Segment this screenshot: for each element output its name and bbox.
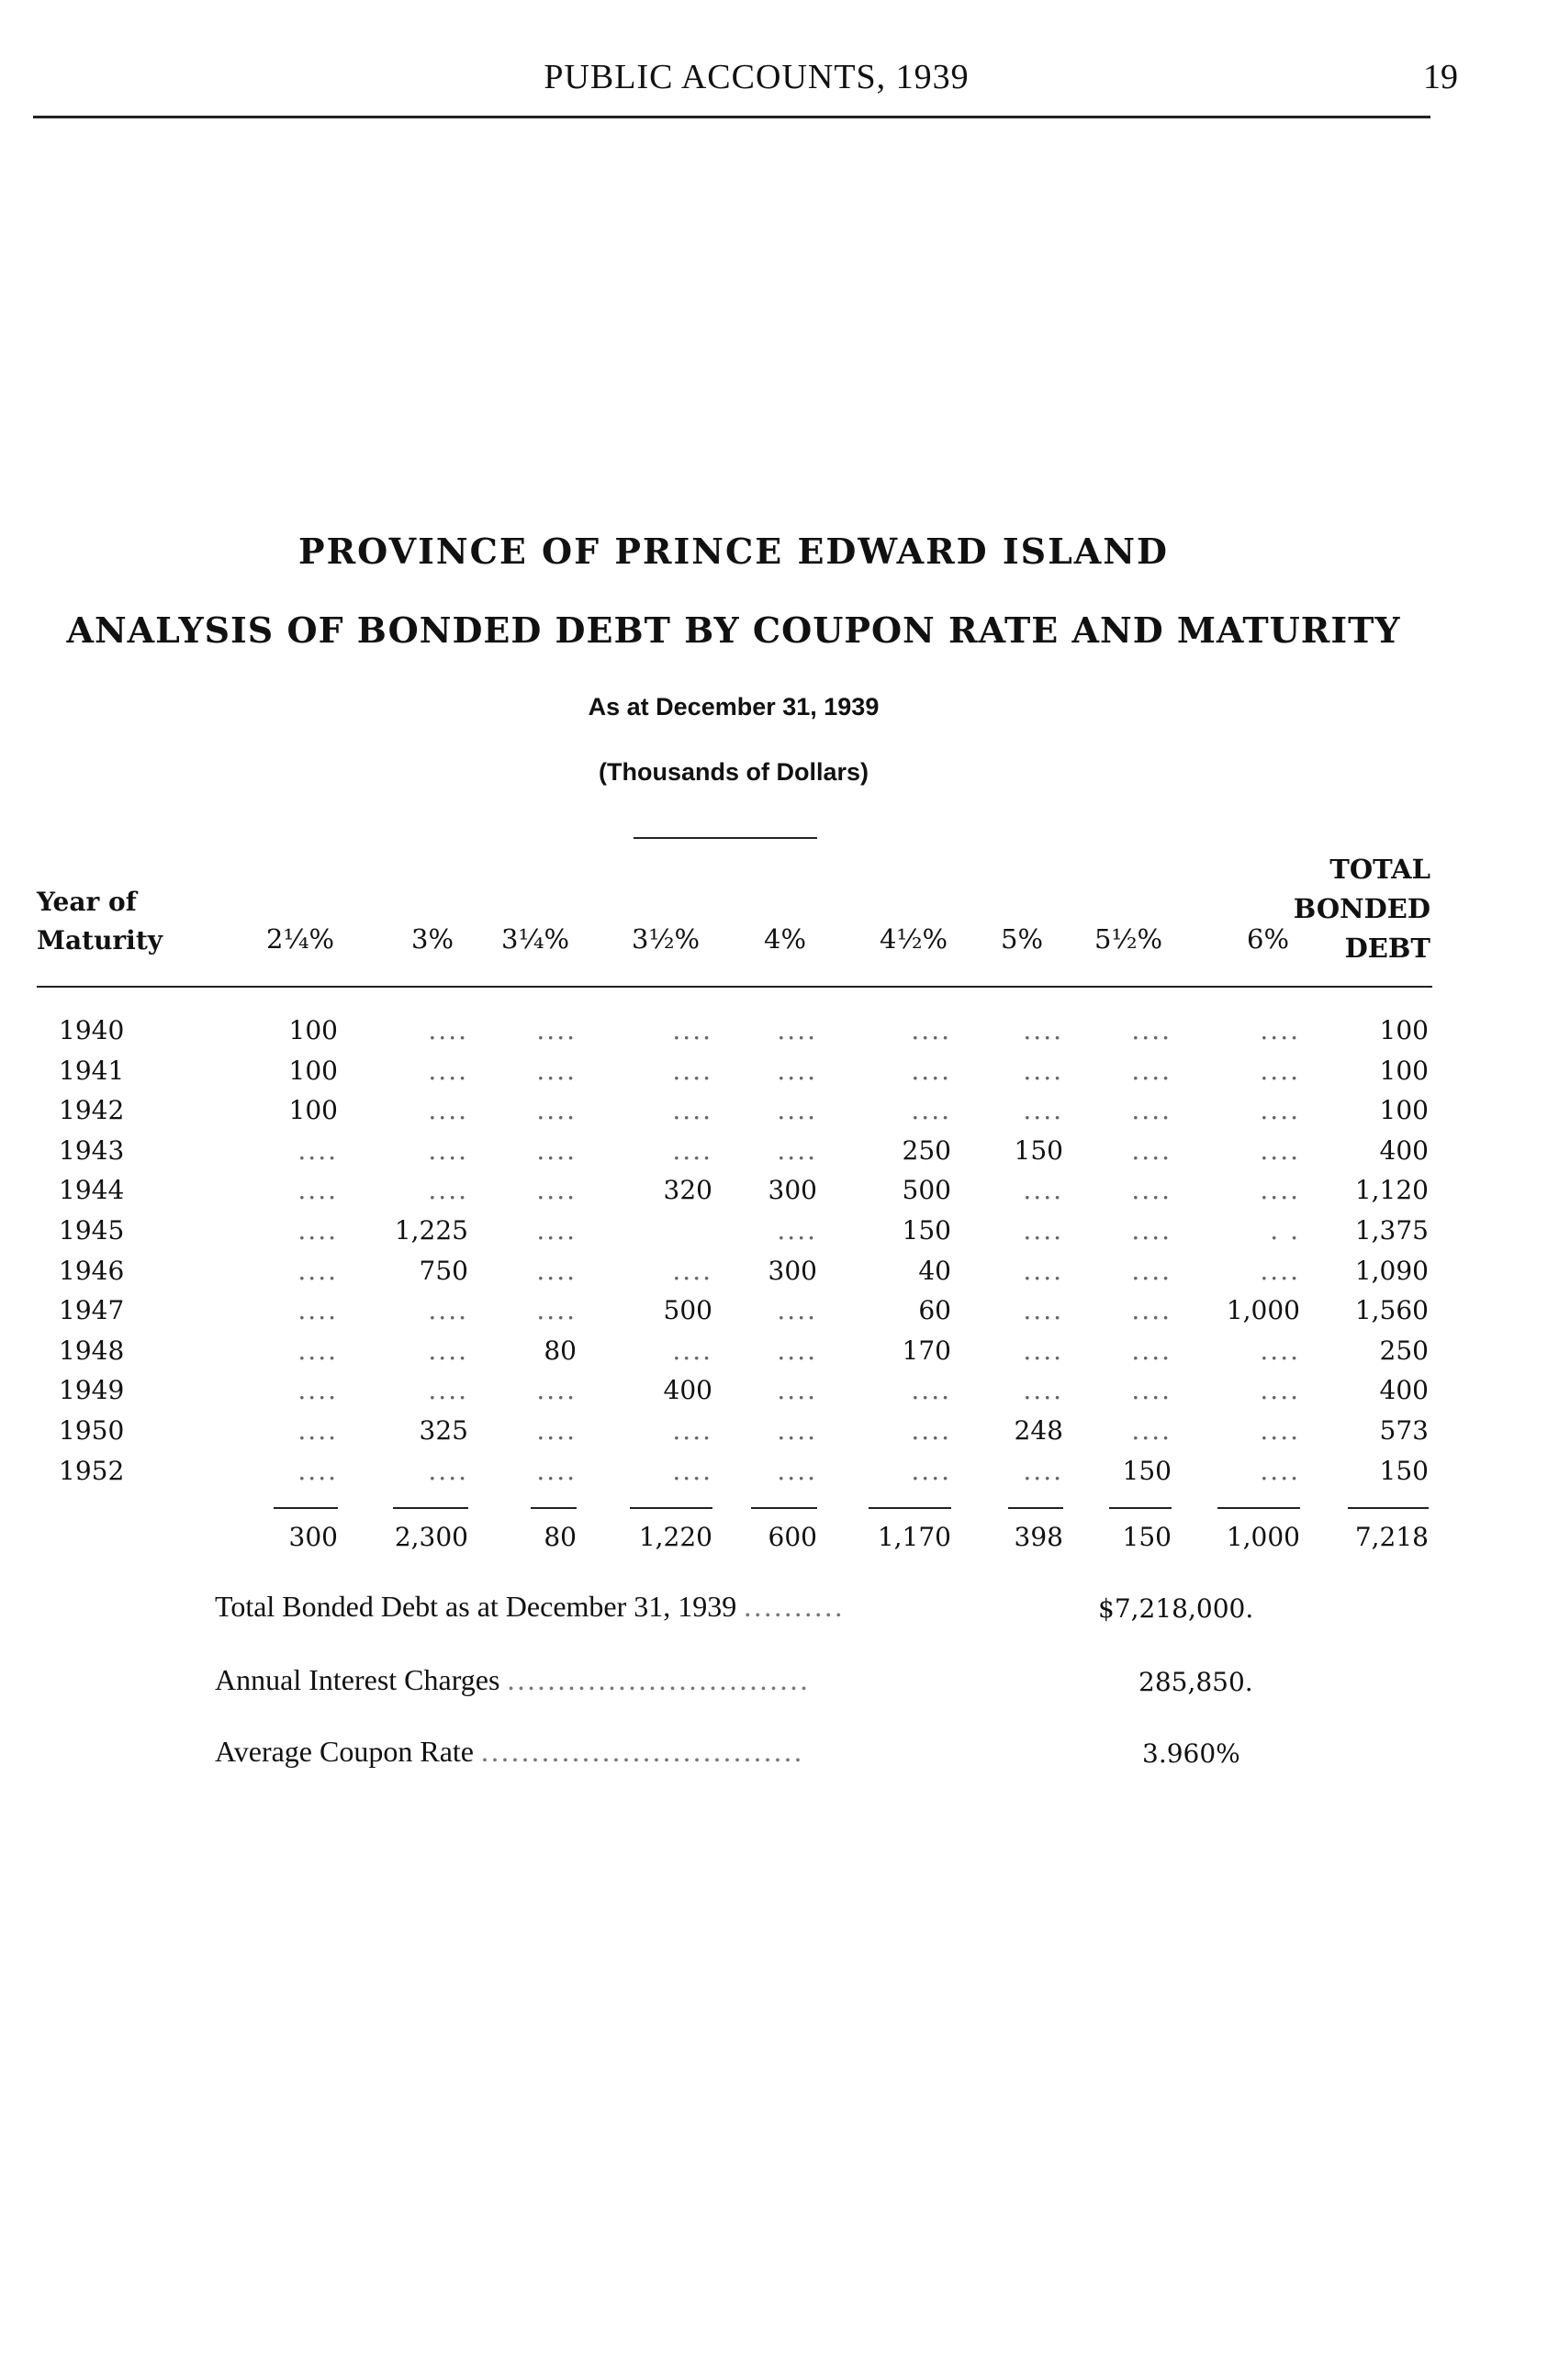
column-total: 1,170	[877, 1522, 951, 1552]
total-rule	[274, 1507, 338, 1509]
table-cell: ....	[1260, 1175, 1300, 1206]
rate-header-5-5: 5½%	[1094, 923, 1163, 955]
table-cell: 150	[1014, 1134, 1063, 1166]
table-cell: ....	[777, 1335, 817, 1366]
table-cell: ....	[1260, 1455, 1300, 1486]
table-cell: ....	[297, 1335, 338, 1366]
row-year: 1952	[59, 1455, 125, 1486]
table-cell: ....	[1260, 1095, 1300, 1126]
table-cell: 750	[419, 1255, 468, 1286]
row-total: 400	[1379, 1134, 1429, 1166]
row-year: 1950	[59, 1415, 125, 1446]
total-rule	[1008, 1507, 1063, 1509]
table-cell: 250	[902, 1134, 951, 1166]
table-cell: ....	[672, 1455, 712, 1486]
table-cell: ....	[672, 1015, 712, 1045]
table-cell: ....	[536, 1095, 577, 1126]
table-cell: ....	[1260, 1335, 1300, 1366]
table-cell: ....	[911, 1015, 951, 1045]
row-year: 1949	[59, 1375, 125, 1406]
table-cell: ....	[911, 1095, 951, 1126]
row-year: 1947	[59, 1295, 125, 1326]
table-cell: ....	[1131, 1015, 1172, 1045]
row-total: 100	[1379, 1015, 1429, 1045]
row-total: 1,375	[1354, 1215, 1429, 1246]
year-of-maturity-header	[37, 883, 163, 960]
dot-leader: ..........	[744, 1590, 846, 1623]
total-header-line3: DEBT	[1344, 933, 1430, 964]
table-cell: ....	[536, 1134, 577, 1166]
year-header-line2: Maturity	[37, 925, 163, 955]
table-cell: ....	[428, 1134, 468, 1166]
total-rule	[1217, 1507, 1300, 1509]
table-cell: ....	[1023, 1215, 1063, 1246]
table-cell: ....	[297, 1175, 338, 1206]
table-cell: . .	[1270, 1215, 1300, 1246]
rate-header-3-25: 3¼%	[501, 923, 570, 955]
table-cell: ....	[536, 1015, 577, 1045]
table-cell: ....	[536, 1055, 577, 1086]
table-cell: ....	[672, 1095, 712, 1126]
column-total: 398	[1014, 1522, 1063, 1552]
row-total: 100	[1379, 1055, 1429, 1086]
row-total: 573	[1379, 1415, 1429, 1446]
page-header	[28, 57, 1458, 112]
table-cell: ....	[1131, 1175, 1172, 1206]
summary-label: Total Bonded Debt as at December 31, 1939	[215, 1590, 737, 1623]
header-rule-table	[37, 986, 1432, 988]
table-cell: ....	[1131, 1215, 1172, 1246]
table-cell: ....	[1131, 1375, 1172, 1406]
total-rule	[630, 1507, 712, 1509]
column-total: 2,300	[394, 1522, 468, 1552]
table-cell: ....	[428, 1055, 468, 1086]
rate-header-4: 4%	[764, 923, 807, 955]
title-divider	[634, 837, 817, 839]
table-cell: ....	[777, 1415, 817, 1446]
rate-header-5: 5%	[1001, 923, 1044, 955]
table-cell: ....	[536, 1215, 577, 1246]
table-cell: ....	[777, 1134, 817, 1166]
row-year: 1943	[59, 1134, 125, 1166]
year-header-line1: Year of	[37, 887, 137, 917]
column-total: 150	[1122, 1522, 1172, 1552]
table-cell: 500	[902, 1175, 951, 1206]
column-total: 80	[544, 1522, 577, 1552]
table-cell: ....	[297, 1455, 338, 1486]
column-total: 300	[288, 1522, 338, 1552]
table-cell: ....	[672, 1335, 712, 1366]
table-cell: ....	[297, 1375, 338, 1406]
total-rule	[751, 1507, 817, 1509]
summary-label: Average Coupon Rate	[215, 1735, 474, 1768]
row-total: 150	[1379, 1455, 1429, 1486]
row-year: 1948	[59, 1335, 125, 1366]
column-total: 1,220	[638, 1522, 712, 1552]
table-cell: ....	[536, 1455, 577, 1486]
table-cell: 150	[1122, 1455, 1172, 1486]
table-cell: ....	[911, 1415, 951, 1446]
table-cell: ....	[1023, 1055, 1063, 1086]
table-units: (Thousands of Dollars)	[598, 758, 869, 786]
table-cell: ....	[297, 1215, 338, 1246]
total-rule	[1109, 1507, 1172, 1509]
table-cell: 100	[288, 1015, 338, 1045]
table-cell: ....	[297, 1415, 338, 1446]
total-bonded-debt-header	[1285, 850, 1430, 968]
table-title-province: PROVINCE OF PRINCE EDWARD ISLAND	[298, 531, 1169, 572]
table-cell: ....	[428, 1335, 468, 1366]
table-cell: ....	[428, 1455, 468, 1486]
table-cell: 150	[902, 1215, 951, 1246]
total-rule	[531, 1507, 577, 1509]
table-cell: ....	[1023, 1255, 1063, 1286]
table-cell: ....	[777, 1215, 817, 1246]
table-cell: ....	[297, 1255, 338, 1286]
table-cell: ....	[1131, 1255, 1172, 1286]
table-cell: 80	[544, 1335, 577, 1366]
table-cell: ....	[1023, 1095, 1063, 1126]
table-cell: ....	[777, 1295, 817, 1326]
summary-annual-interest	[215, 1663, 810, 1697]
table-cell: 1,225	[394, 1215, 468, 1246]
summary-value-interest: 285,850.	[1138, 1667, 1253, 1697]
row-year: 1946	[59, 1255, 125, 1286]
table-cell: ....	[1131, 1134, 1172, 1166]
table-cell: ....	[911, 1375, 951, 1406]
table-cell: 40	[918, 1255, 951, 1286]
column-total: 1,000	[1226, 1522, 1300, 1552]
table-cell: ....	[777, 1455, 817, 1486]
table-cell: 325	[419, 1415, 468, 1446]
row-year: 1944	[59, 1175, 125, 1206]
row-total: 400	[1379, 1375, 1429, 1406]
table-cell: ....	[428, 1095, 468, 1126]
total-rule	[869, 1507, 951, 1509]
page-number: 19	[1423, 58, 1458, 96]
row-total: 1,090	[1354, 1255, 1429, 1286]
total-header-line1: TOTAL	[1329, 854, 1430, 885]
rate-header-2-25: 2¼%	[266, 923, 335, 955]
table-cell: 170	[902, 1335, 951, 1366]
table-cell: ....	[536, 1295, 577, 1326]
summary-label: Annual Interest Charges	[215, 1663, 500, 1696]
table-cell: 100	[288, 1055, 338, 1086]
table-cell: ....	[1131, 1055, 1172, 1086]
summary-average-coupon	[215, 1735, 804, 1769]
table-cell: ....	[1131, 1095, 1172, 1126]
table-date: As at December 31, 1939	[588, 693, 880, 721]
row-year: 1941	[59, 1055, 125, 1086]
table-cell: 300	[768, 1175, 817, 1206]
table-cell: 60	[918, 1295, 951, 1326]
table-cell: ....	[536, 1255, 577, 1286]
rate-header-4-5: 4½%	[880, 923, 948, 955]
table-cell: ....	[777, 1015, 817, 1045]
table-cell: 400	[663, 1375, 712, 1406]
table-cell: ....	[428, 1015, 468, 1045]
table-title-analysis: ANALYSIS OF BONDED DEBT BY COUPON RATE AND MATURITY	[66, 609, 1401, 651]
table-cell: ....	[777, 1375, 817, 1406]
table-cell: 500	[663, 1295, 712, 1326]
table-cell: ....	[1260, 1375, 1300, 1406]
header-rule	[33, 116, 1430, 118]
table-cell: ....	[1023, 1335, 1063, 1366]
row-total: 100	[1379, 1095, 1429, 1126]
table-cell: ....	[1023, 1175, 1063, 1206]
row-year: 1942	[59, 1095, 125, 1126]
column-total: 600	[768, 1522, 817, 1552]
total-rule	[1348, 1507, 1429, 1509]
running-title: PUBLIC ACCOUNTS, 1939	[544, 58, 970, 96]
table-cell: ....	[1023, 1015, 1063, 1045]
table-cell: ....	[1260, 1255, 1300, 1286]
table-cell: ....	[672, 1134, 712, 1166]
grand-total: 7,218	[1354, 1522, 1429, 1552]
summary-value-total-debt: $7,218,000.	[1098, 1593, 1254, 1624]
table-cell: ....	[536, 1175, 577, 1206]
table-cell: ....	[672, 1055, 712, 1086]
table-cell: ....	[297, 1134, 338, 1166]
table-cell: 248	[1014, 1415, 1063, 1446]
rate-header-3: 3%	[411, 923, 454, 955]
table-cell: ....	[672, 1415, 712, 1446]
row-total: 1,560	[1354, 1295, 1429, 1326]
table-cell: ....	[297, 1295, 338, 1326]
table-cell: ....	[1131, 1295, 1172, 1326]
table-cell: 300	[768, 1255, 817, 1286]
table-cell: ....	[1131, 1415, 1172, 1446]
table-cell: ....	[428, 1295, 468, 1326]
rate-header-3-5: 3½%	[632, 923, 701, 955]
table-cell: ....	[1260, 1015, 1300, 1045]
table-cell: 1,000	[1226, 1295, 1300, 1326]
table-cell: 100	[288, 1095, 338, 1126]
table-cell: ....	[536, 1375, 577, 1406]
table-cell: ....	[1260, 1415, 1300, 1446]
dot-leader: ................................	[480, 1735, 804, 1768]
summary-total-bonded-debt	[215, 1590, 845, 1624]
table-cell: ....	[1023, 1455, 1063, 1486]
dot-leader: ..............................	[507, 1663, 811, 1696]
row-total: 1,120	[1354, 1175, 1429, 1206]
summary-value-coupon-rate: 3.960%	[1142, 1738, 1240, 1769]
table-cell: ....	[1131, 1335, 1172, 1366]
table-cell: ....	[1023, 1375, 1063, 1406]
table-cell: 320	[663, 1175, 712, 1206]
row-year: 1945	[59, 1215, 125, 1246]
rate-header-6: 6%	[1247, 923, 1290, 955]
table-cell: ....	[428, 1375, 468, 1406]
table-cell: ....	[1023, 1295, 1063, 1326]
total-rule	[393, 1507, 468, 1509]
table-cell: ....	[428, 1175, 468, 1206]
total-header-line2: BONDED	[1293, 893, 1430, 924]
row-total: 250	[1379, 1335, 1429, 1366]
row-year: 1940	[59, 1015, 125, 1045]
table-cell: ....	[672, 1255, 712, 1286]
table-cell: ....	[911, 1055, 951, 1086]
table-cell: ....	[911, 1455, 951, 1486]
table-cell: ....	[1260, 1055, 1300, 1086]
table-cell: ....	[1260, 1134, 1300, 1166]
table-cell: ....	[777, 1055, 817, 1086]
table-cell: ....	[777, 1095, 817, 1126]
table-cell: ....	[536, 1415, 577, 1446]
